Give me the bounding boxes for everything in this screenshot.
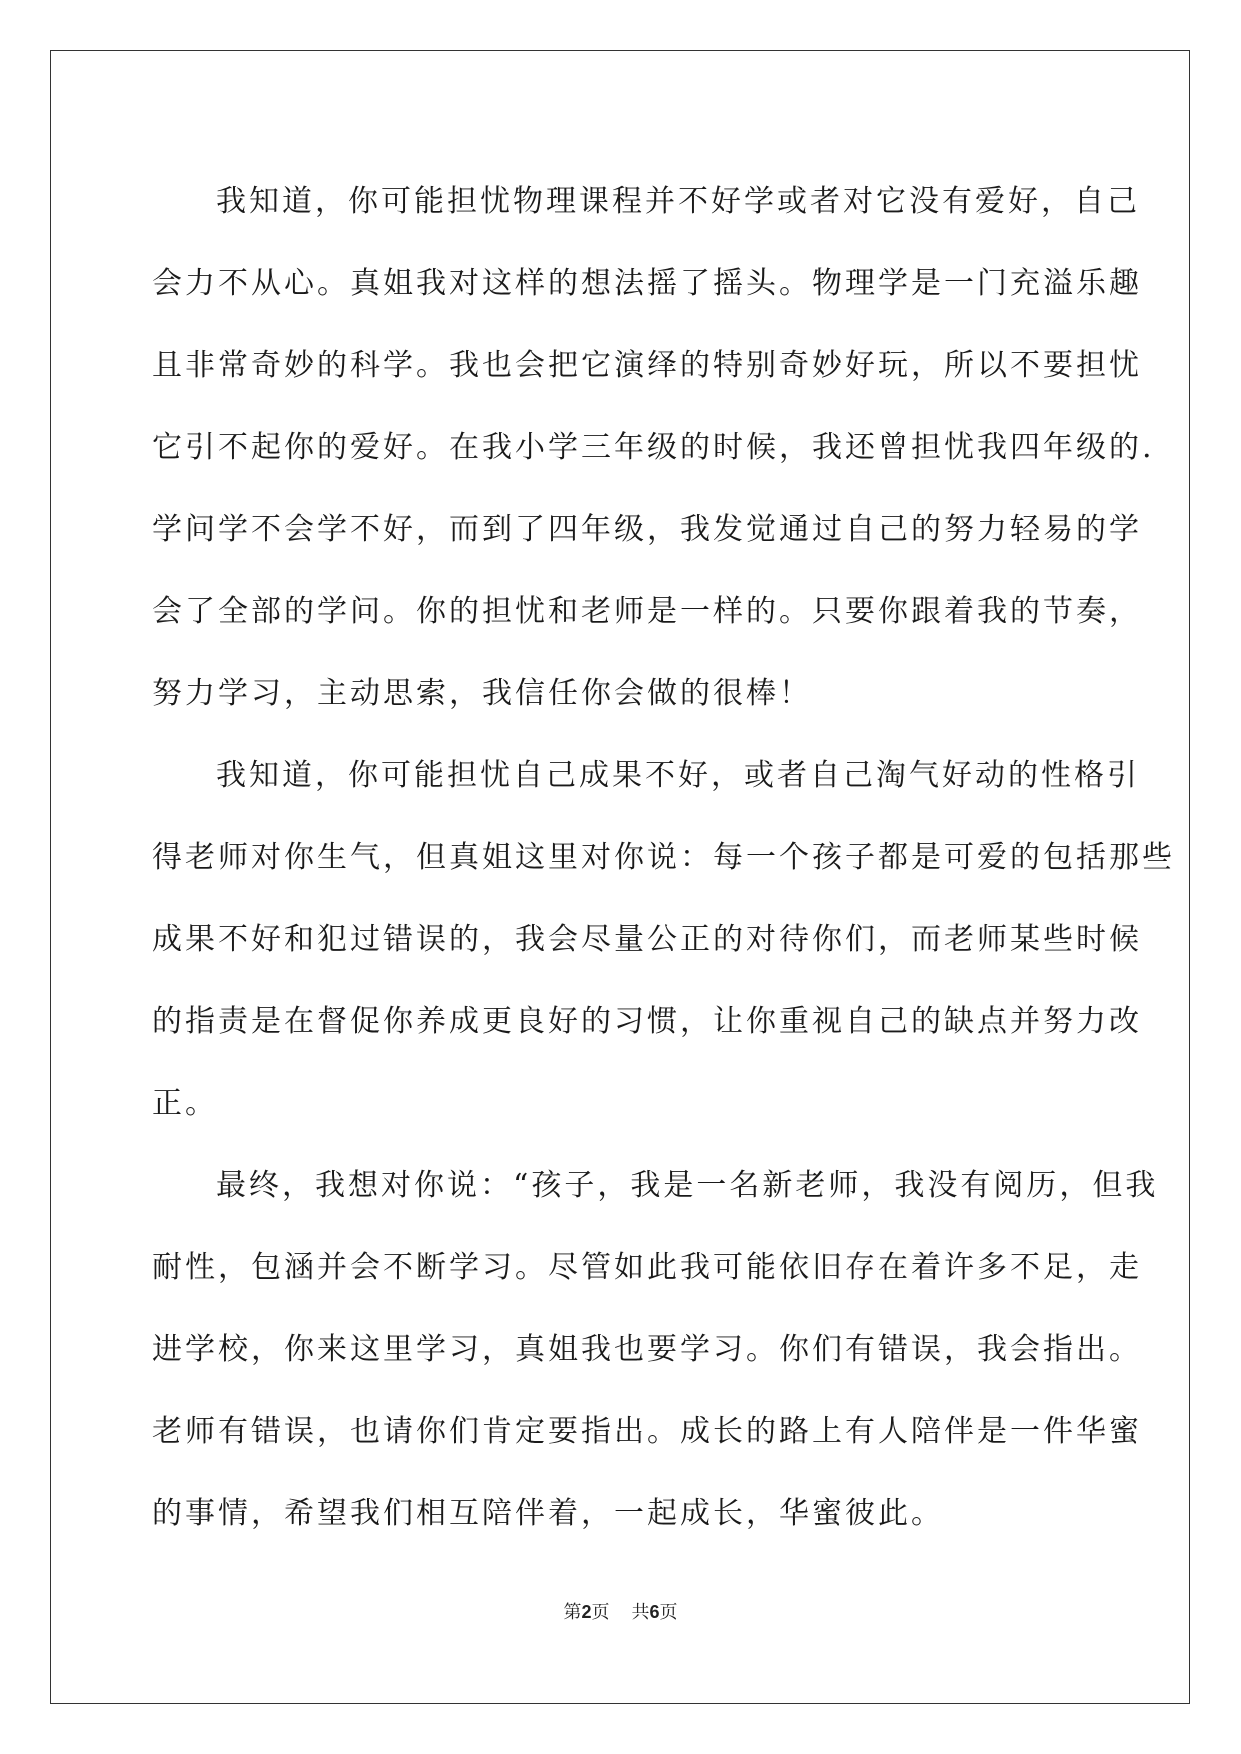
text-line: 正。 xyxy=(152,1086,218,1121)
footer-page-number: 2 xyxy=(581,1602,592,1622)
text-line: 成果不好和犯过错误的，我会尽量公正的对待你们，而老师某些时候 xyxy=(152,922,1142,957)
document-body xyxy=(152,161,1175,1555)
text-line: 我知道，你可能担忧自己成果不好，或者自己淘气好动的性格引 xyxy=(216,758,1140,793)
text-line: 老师有错误，也请你们肯定要指出。成长的路上有人陪伴是一件华蜜 xyxy=(152,1414,1142,1449)
text-line: 会了全部的学问。你的担忧和老师是一样的。只要你跟着我的节奏， xyxy=(152,594,1142,629)
text-line: 的指责是在督促你养成更良好的习惯，让你重视自己的缺点并努力改 xyxy=(152,1004,1142,1039)
footer-page-suffix: 页 xyxy=(591,1602,610,1623)
text-line: 进学校，你来这里学习，真姐我也要学习。你们有错误，我会指出。 xyxy=(152,1332,1142,1367)
text-line: 的事情，希望我们相互陪伴着，一起成长，华蜜彼此。 xyxy=(152,1496,944,1531)
text-line: 学问学不会学不好，而到了四年级，我发觉通过自己的努力轻易的学 xyxy=(152,512,1142,547)
text-line: 得老师对你生气，但真姐这里对你说：每一个孩子都是可爱的包括那些 xyxy=(152,840,1175,875)
text-line: 它引不起你的爱好。在我小学三年级的时候，我还曾担忧我四年级的. xyxy=(152,430,1155,465)
text-line: 会力不从心。真姐我对这样的想法摇了摇头。物理学是一门充溢乐趣 xyxy=(152,266,1142,301)
footer-page-prefix: 第 xyxy=(563,1602,582,1623)
text-line: 最终，我想对你说：“孩子，我是一名新老师，我没有阅历，但我 xyxy=(216,1168,1159,1203)
footer-total-pages: 6 xyxy=(649,1602,660,1622)
text-line: 且非常奇妙的科学。我也会把它演绎的特别奇妙好玩，所以不要担忧 xyxy=(152,348,1142,383)
page-footer xyxy=(0,1598,1241,1624)
footer-total-prefix: 共 xyxy=(631,1602,650,1623)
text-line: 耐性，包涵并会不断学习。尽管如此我可能依旧存在着许多不足，走 xyxy=(152,1250,1142,1285)
footer-total-suffix: 页 xyxy=(659,1602,678,1623)
text-line: 我知道，你可能担忧物理课程并不好学或者对它没有爱好，自己 xyxy=(216,184,1140,219)
text-line: 努力学习，主动思索，我信任你会做的很棒！ xyxy=(152,676,812,711)
